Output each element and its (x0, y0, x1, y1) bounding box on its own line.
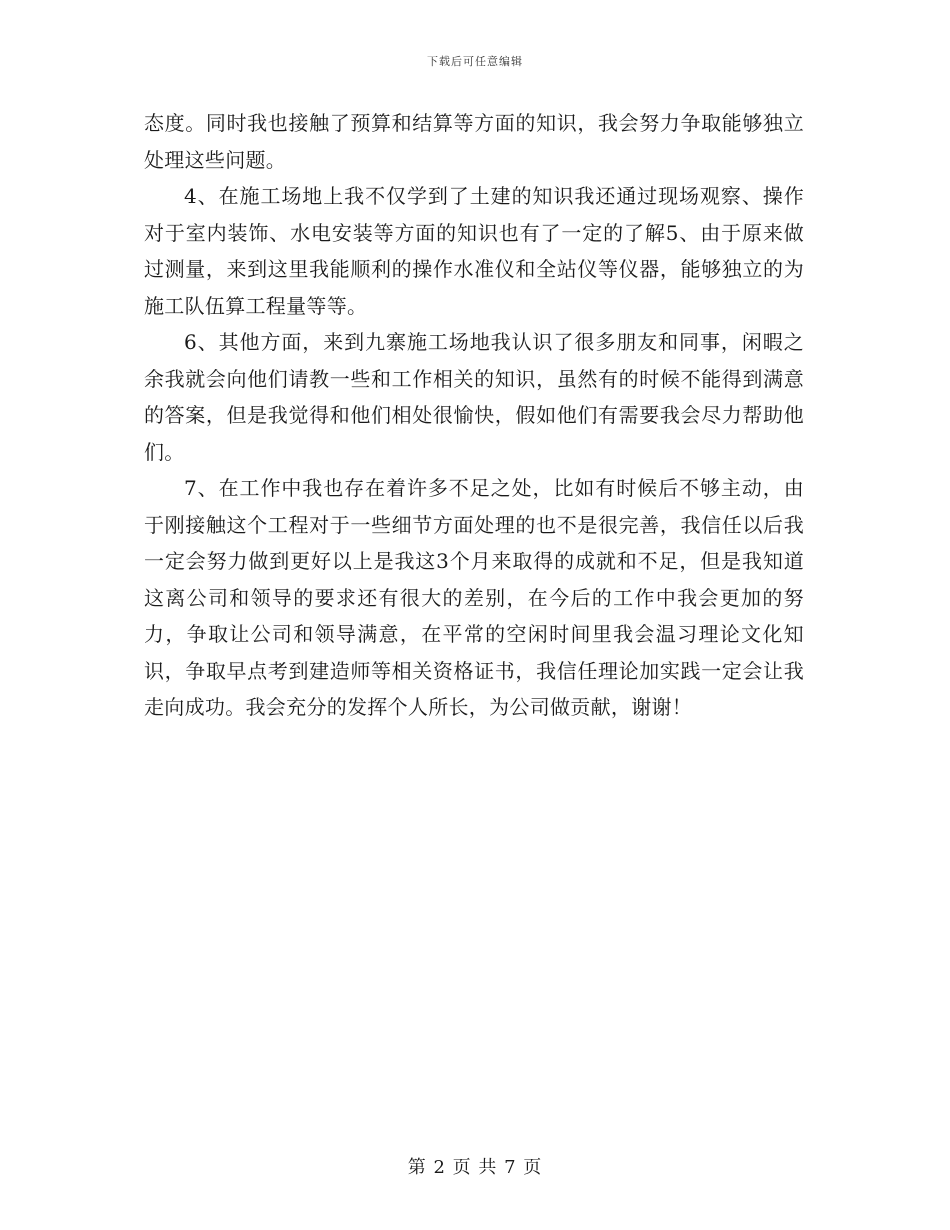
paragraph-item-4: 4、在施工场地上我不仅学到了土建的知识我还通过现场观察、操作对于室内装饰、水电安装等方面的知识也有了一定的了解5、由于原来做过测量，来到这里我能顺利的操作水准仪和全站仪等仪器，能够独立的为施工队伍算工程量等等。 (144, 184, 804, 318)
paragraph-continuation: 态度。同时我也接触了预算和结算等方面的知识，我会努力争取能够独立处理这些问题。 (144, 111, 804, 172)
paragraph-item-6: 6、其他方面，来到九寨施工场地我认识了很多朋友和同事，闲暇之余我就会向他们请教一些和工作相关的知识，虽然有的时候不能得到满意的答案，但是我觉得和他们相处很愉快，假如他们有需要我会尽力帮助他们。 (144, 330, 804, 464)
page-header: 下载后可任意编辑 (427, 55, 523, 68)
paragraph-item-7: 7、在工作中我也存在着许多不足之处，比如有时候后不够主动，由于刚接触这个工程对于一些细节方面处理的也不是很完善，我信任以后我一定会努力做到更好以上是我这3个月来取得的成就和不足，但是我知道这离公司和领导的要求还有很大的差别，在今后的工作中我会更加的努力，争取让公司和领导满意，在平常的空闲时间里我会温习理论文化知识，争取早点考到建造师等相关资格证书，我信任理论加实践一定会让我走向成功。我会充分的发挥个人所长，为公司做贡献，谢谢！ (144, 476, 804, 719)
document-body (144, 105, 804, 726)
page-number: 第 2 页 共 7 页 (407, 1157, 543, 1178)
